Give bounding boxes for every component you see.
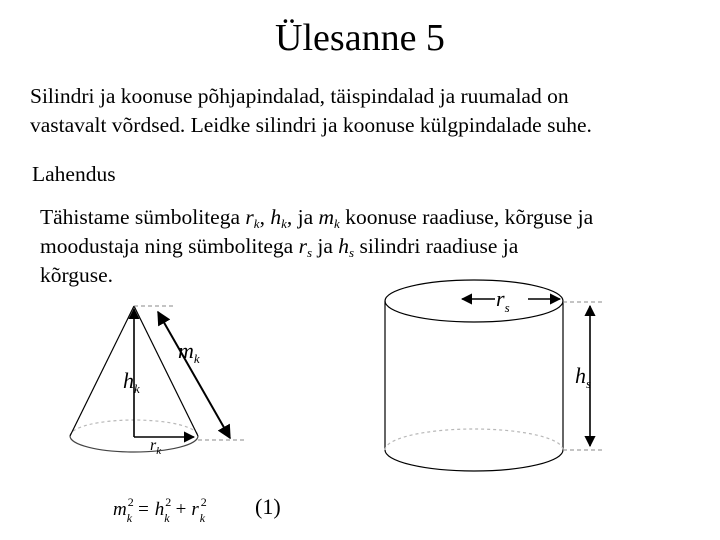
cylinder-figure [385, 280, 602, 471]
solution-text-part: ja [312, 234, 339, 258]
cylinder-h-label: $h_s$ [575, 363, 592, 391]
equation [113, 495, 207, 525]
comma: , [259, 205, 271, 229]
svg-text:m2k=h2k+r2k: $m^2$ $k = h^2$ k + r $^2$ k [113, 495, 207, 525]
sub-s: s [306, 245, 313, 260]
solution-text-part: koonuse raadiuse, kõrguse ja [339, 205, 594, 229]
cone-r-label: $r_k$ [150, 437, 162, 457]
solution-heading: Lahendus [32, 162, 116, 186]
solution-text-part: silindri raadiuse ja [354, 234, 519, 258]
var-r: r [298, 234, 307, 258]
sub-k: k [253, 216, 260, 231]
cylinder-base-back-arc [385, 429, 563, 450]
var-h: h [270, 205, 282, 229]
var-r: r [245, 205, 254, 229]
solution-text-part: , ja [286, 205, 319, 229]
var-h: h [338, 234, 350, 258]
eq-plus: + [175, 499, 187, 520]
problem-line-2: vastavalt võrdsed. Leidke silindri ja koonuse külgpindalade suhe. [30, 113, 592, 137]
eq-sign: = [138, 499, 149, 520]
sub-k: k [281, 216, 287, 231]
solution-line-3: kõrguse. [40, 263, 114, 287]
page-title: Ülesanne 5 [275, 17, 445, 59]
eq-h: h [154, 499, 165, 520]
cone-slant-arrow [158, 312, 230, 438]
sub-k: k [334, 216, 340, 231]
solution-text-part: Tähistame sümbolitega [40, 205, 246, 229]
equation-number: (1) [255, 494, 281, 519]
cone-figure [70, 306, 244, 457]
problem-line-1: Silindri ja koonuse põhjapindalad, täispindalad ja ruumalad on [30, 84, 569, 108]
cylinder-top [385, 280, 563, 322]
var-m: m [318, 205, 335, 229]
cylinder-base-front-arc [385, 450, 563, 471]
cylinder-r-label: $r_s$ [496, 286, 510, 315]
cone-h-label: $h_k$ [123, 368, 140, 396]
eq-m: m [113, 499, 127, 520]
sub-s: s [349, 245, 355, 260]
solution-text-part: moodustaja ning sümbolitega [40, 234, 299, 258]
eq-r: r [191, 499, 199, 520]
cone-m-label: $m_k$ [178, 338, 200, 366]
cone-base-front-arc [70, 436, 198, 452]
